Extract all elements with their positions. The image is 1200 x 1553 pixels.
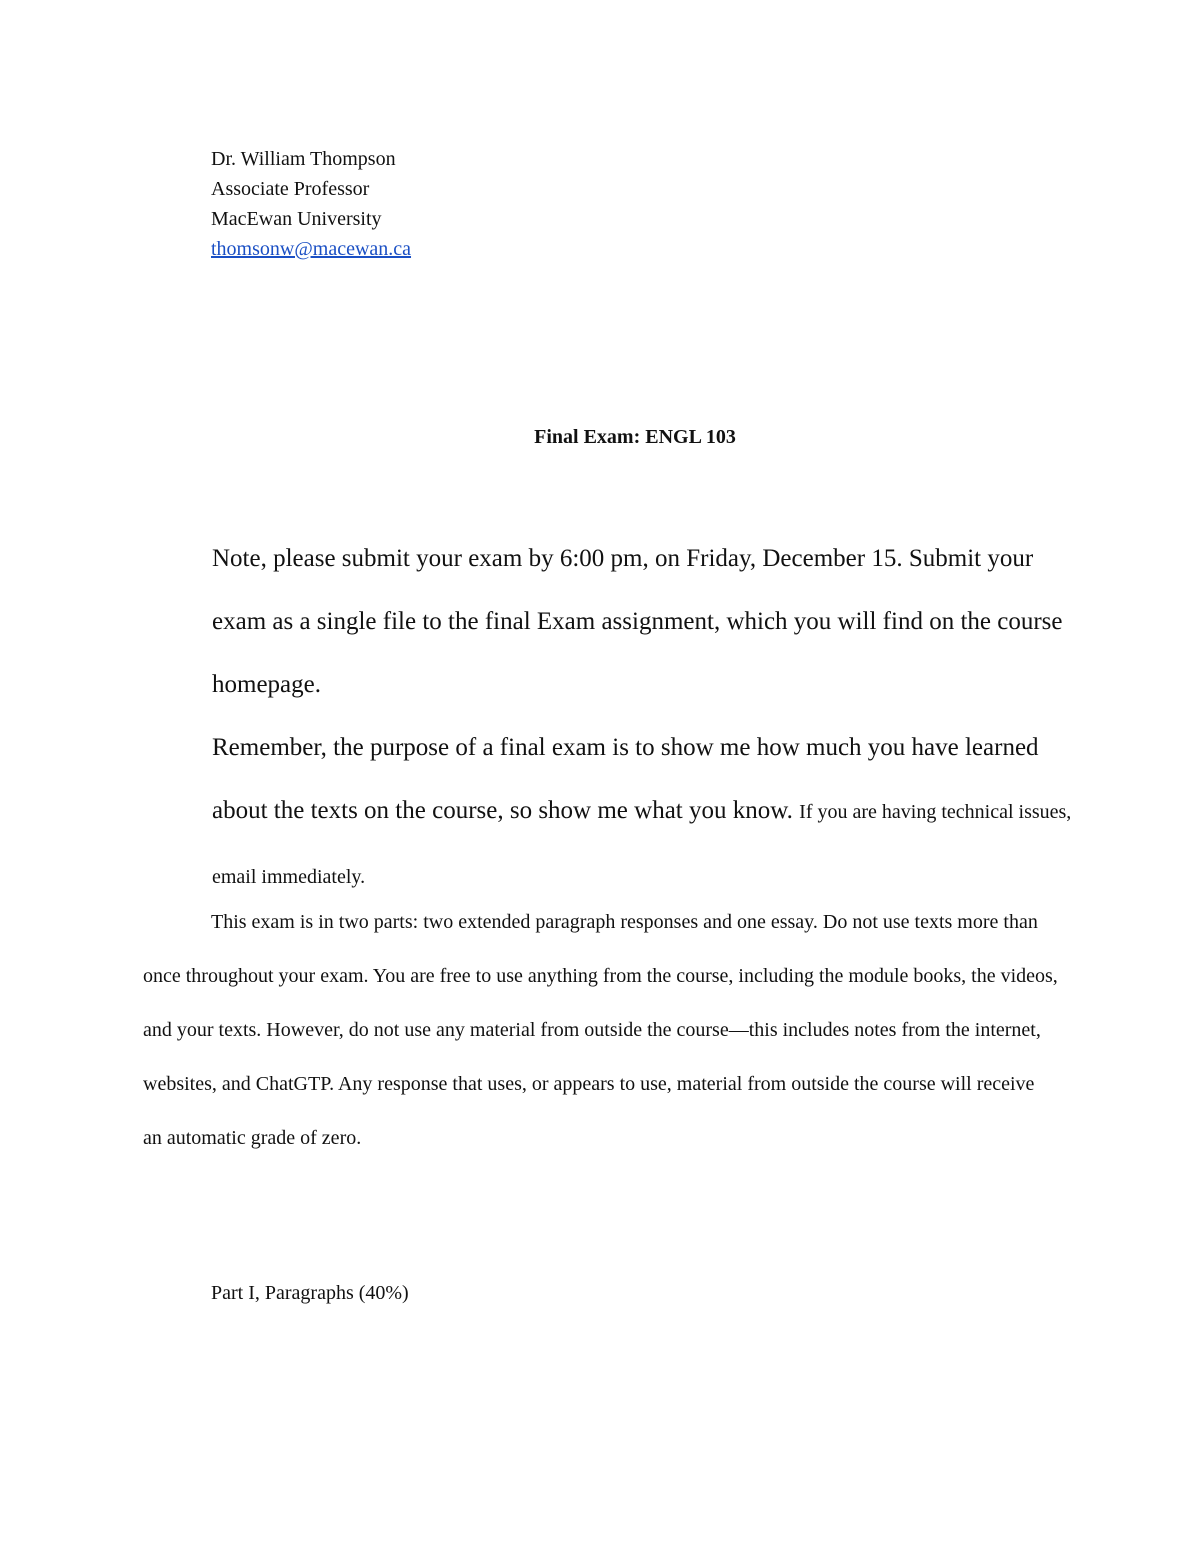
part-one-heading: Part I, Paragraphs (40%) [211,1282,409,1304]
author-header [211,144,411,264]
author-position: Associate Professor [211,178,370,200]
exam-overview [143,895,1058,1165]
technical-issues-note: If you are having technical issues, email immediately. [212,801,1072,888]
purpose-reminder [212,716,1082,909]
purpose-reminder-text: Remember, the purpose of a final exam is to show me how much you have learned about the texts on the course, so show me what you know. [212,734,1039,824]
author-email-link[interactable]: thomsonw@macewan.ca [211,238,412,260]
submission-instructions [212,527,1082,909]
submission-note: Note, please submit your exam by 6:00 pm, on Friday, December 15. Submit your exam as a single file to the final Exam assignment, which you will find on the course homepage. [212,545,1063,698]
exam-overview-paragraph: This exam is in two parts: two extended paragraph responses and one essay. Do not use texts more than once throughout your exam. You are free to use anything from the course, including the module books, the videos, and your texts. However, do not use any material from outside the course—this includes notes from the internet, websites, and ChatGTP. Any response that uses, or appears to use, material from outside the course will receive an automatic grade of zero. [143,911,1058,1149]
author-institution: MacEwan University [211,208,382,230]
author-name: Dr. William Thompson [211,148,396,170]
exam-title: Final Exam: ENGL 103 [534,426,736,448]
